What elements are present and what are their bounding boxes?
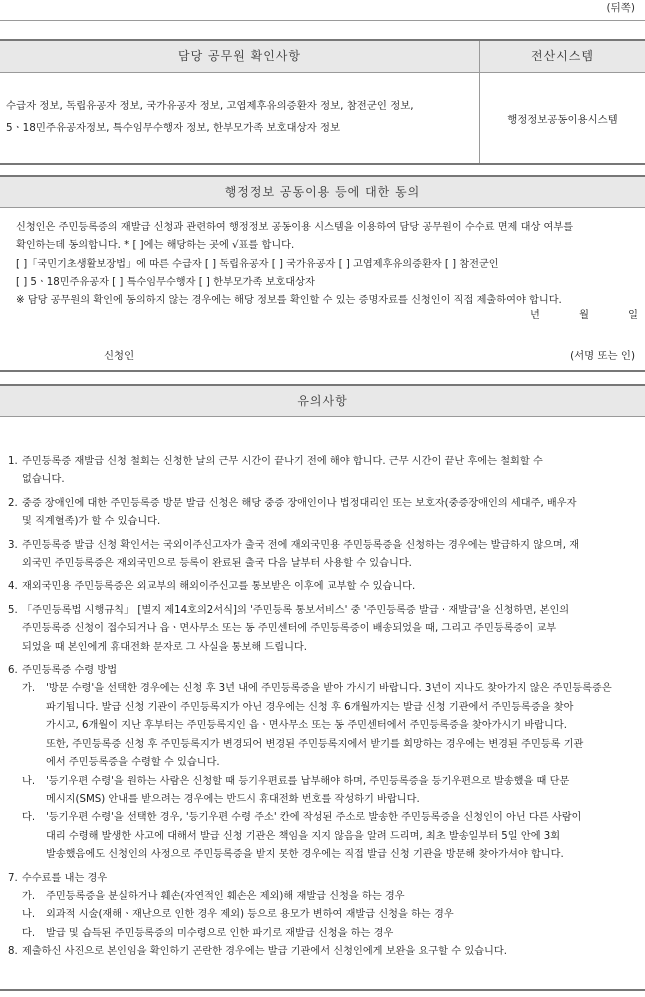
- signature-field[interactable]: (서명 또는 인): [570, 350, 635, 362]
- note-number: 7.: [8, 872, 18, 884]
- note-number: 8.: [8, 946, 18, 958]
- note-title: 주민등록증 수령 방법: [22, 665, 118, 677]
- note-sub-item: [8, 680, 638, 772]
- note-line: 주민등록증 재발급 신청 철회는 신청한 날의 근무 시간이 끝나기 전에 해야 합니다. 근무 시간이 끝난 후에는 철회할 수: [22, 456, 543, 467]
- note-line: '등기우편 수령'을 원하는 사람은 신청할 때 등기우편료를 납부해야 하며, 주민등록증을 등기우편으로 발송했을 때 단문: [46, 775, 570, 787]
- note-sub-item: [8, 888, 638, 906]
- note-number: 4.: [8, 581, 18, 593]
- note-line: 제출하신 사진으로 본인임을 확인하기 곤란한 경우에는 발급 기관에서 신청인에게 보완을 요구할 수 있습니다.: [22, 946, 507, 958]
- note-line: 가시고, 6개월이 지난 후부터는 주민등록지인 읍ㆍ면사무소 또는 동 주민센터에서 주민등록증을 찾아가시기 바랍니다.: [46, 720, 567, 732]
- note-line: 파기됩니다. 발급 신청 기관이 주민등록지가 아닌 경우에는 신청 후 6개월까지는 발급 신청 기관에서 주민등록증을 찾아: [46, 701, 574, 713]
- note-item-2: [8, 495, 638, 532]
- note-line: 또한, 주민등록증 신청 후 주민등록지가 변경되어 변경된 주민등록지에서 받기를 희망하는 경우에는 변경된 주민등록 기관: [46, 738, 584, 750]
- date-day-label: 일: [628, 310, 638, 321]
- note-line: 주민등록증 발급 신청 확인서는 국외이주신고자가 출국 전에 재외국민용 주민등록증을 신청하는 경우에는 발급하지 않으며, 재: [22, 539, 580, 551]
- note-item-4: [8, 578, 638, 596]
- note-line: 메시지(SMS) 안내를 받으려는 경우에는 반드시 휴대전화 번호를 작성하기 바랍니다.: [46, 793, 420, 805]
- verification-header-title: 담당 공무원 확인사항: [178, 49, 301, 63]
- note-line: 외국민 주민등록증은 재외국민으로 등록이 완료된 출국 다음 날부터 사용할 수 있습니다.: [22, 558, 412, 570]
- note-line: 및 직계혈족)가 할 수 있습니다.: [22, 516, 161, 528]
- note-number: 5.: [8, 604, 18, 616]
- note-line: '등기우편 수령'을 선택한 경우, '등기우편 수령 주소' 칸에 작성된 주소로 발송한 주민등록증을 신청인이 아닌 다른 사람이: [46, 812, 582, 824]
- note-number: 6.: [8, 665, 18, 677]
- consent-checkbox-row-2[interactable]: [ ] 5ㆍ18민주유공자 [ ] 특수임무수행자 [ ] 한부모가족 보호대상자: [16, 276, 315, 288]
- note-item-3: [8, 537, 638, 574]
- notes-list: [8, 453, 638, 962]
- note-line: 중증 장애인에 대한 주민등록증 방문 발급 신청은 해당 중증 장애인이나 법정대리인 또는 보호자(중증장애인의 세대주, 배우자: [22, 497, 577, 509]
- note-line: 주민등록증 신청이 접수되거나 읍ㆍ면사무소 또는 동 주민센터에 주민등록증이 배송되었을 때, 그리고 주민등록증이 교부: [22, 623, 557, 635]
- note-line: 발송했음에도 신청인의 사정으로 주민등록증을 받지 못한 경우에는 직접 발급 신청 기관을 방문해 찾아가셔야 합니다.: [46, 849, 564, 861]
- note-line: 대리 수령해 발생한 사고에 대해서 발급 신청 기관은 책임을 지지 않음을 알려 드리며, 최초 발송일부터 5일 안에 3회: [46, 830, 561, 842]
- note-number: 2.: [8, 497, 18, 509]
- verification-items: [6, 95, 472, 139]
- verification-line-1: 수급자 정보, 독립유공자 정보, 국가유공자 정보, 고엽제후유의증환자 정보, 참전군인 정보,: [6, 100, 414, 112]
- note-sub-item: [8, 925, 638, 943]
- sub-number: 가.: [22, 890, 36, 902]
- note-line: 「주민등록법 시행규칙」 [별지 제14호의2서식]의 '주민등록 통보서비스' 중 '주민등록증 발급 · 재발급'을 신청하면, 본인의: [22, 604, 570, 616]
- note-item-1: [8, 453, 638, 490]
- sub-number: 나.: [22, 775, 36, 787]
- top-divider: [0, 20, 645, 21]
- consent-body: [16, 219, 637, 310]
- note-line: 없습니다.: [22, 474, 65, 486]
- date-month-label: 월: [579, 310, 589, 321]
- note-line: 되었을 때 본인에게 휴대전화 문자로 그 사실을 통보해 드립니다.: [22, 641, 308, 653]
- note-number: 3.: [8, 539, 18, 551]
- note-sub-item: [8, 809, 638, 864]
- section-divider: [0, 370, 645, 372]
- date-year-label: 년: [530, 310, 540, 321]
- note-title: 수수료를 내는 경우: [22, 872, 108, 884]
- note-line: 에서 주민등록증을 수령할 수 있습니다.: [46, 757, 220, 769]
- consent-header: 행정정보 공동이용 등에 대한 동의: [0, 175, 645, 208]
- system-name-cell: [480, 73, 645, 163]
- sub-number: 다.: [22, 927, 36, 939]
- verification-table: [0, 39, 645, 165]
- sub-number: 다.: [22, 812, 36, 824]
- page-side-note: (뒤쪽): [606, 2, 635, 14]
- system-name: 행정정보공동이용시스템: [507, 113, 618, 126]
- consent-line-2: 확인하는데 동의합니다. * [ ]에는 해당하는 곳에 √표를 합니다.: [16, 240, 295, 252]
- note-item-8: [8, 943, 638, 961]
- applicant-label: 신청인: [104, 350, 135, 362]
- note-item-6: [8, 662, 638, 680]
- bottom-divider: [0, 989, 645, 991]
- note-line: 발급 및 습득된 주민등록증의 미수령으로 인한 파기로 재발급 신청을 하는 경우: [46, 927, 394, 939]
- note-item-7: [8, 870, 638, 888]
- sub-number: 가.: [22, 683, 36, 695]
- note-item-5: [8, 602, 638, 657]
- sub-number: 나.: [22, 909, 36, 921]
- note-line: 재외국민용 주민등록증은 외교부의 해외이주신고를 통보받은 이후에 교부할 수 있습니다.: [22, 581, 416, 593]
- note-sub-item: [8, 906, 638, 924]
- note-line: 주민등록증을 분실하거나 훼손(자연적인 훼손은 제외)해 재발급 신청을 하는 경우: [46, 890, 405, 902]
- system-header-title: 전산시스템: [531, 49, 594, 63]
- note-number: 1.: [8, 456, 18, 467]
- notes-header: 유의사항: [0, 384, 645, 417]
- consent-checkbox-row-1[interactable]: [ ]「국민기초생활보장법」에 따른 수급자 [ ] 독립유공자 [ ] 국가유공자 [ ] 고엽제후유의증환자 [ ] 참전군인: [16, 258, 499, 270]
- note-line: '방문 수령'을 선택한 경우에는 신청 후 3년 내에 주민등록증을 받아 가시기 바랍니다. 3년이 지나도 찾아가지 않은 주민등록증은: [46, 683, 612, 695]
- date-field[interactable]: [530, 306, 638, 321]
- note-sub-item: [8, 773, 638, 810]
- consent-notice: ※ 담당 공무원의 확인에 동의하지 않는 경우에는 해당 정보를 확인할 수 있는 증명자료를 신청인이 직접 제출하여야 합니다.: [16, 295, 562, 307]
- verification-line-2: 5ㆍ18민주유공자정보, 특수임무수행자 정보, 한부모가족 보호대상자 정보: [6, 122, 341, 134]
- consent-line-1: 신청인은 주민등록증의 재발급 신청과 관련하여 행정정보 공동이용 시스템을 이용하여 담당 공무원이 수수료 면제 대상 여부를: [16, 222, 574, 233]
- note-line: 외과적 시술(재해ㆍ재난으로 인한 경우 제외) 등으로 용모가 변하여 재발급 신청을 하는 경우: [46, 909, 454, 921]
